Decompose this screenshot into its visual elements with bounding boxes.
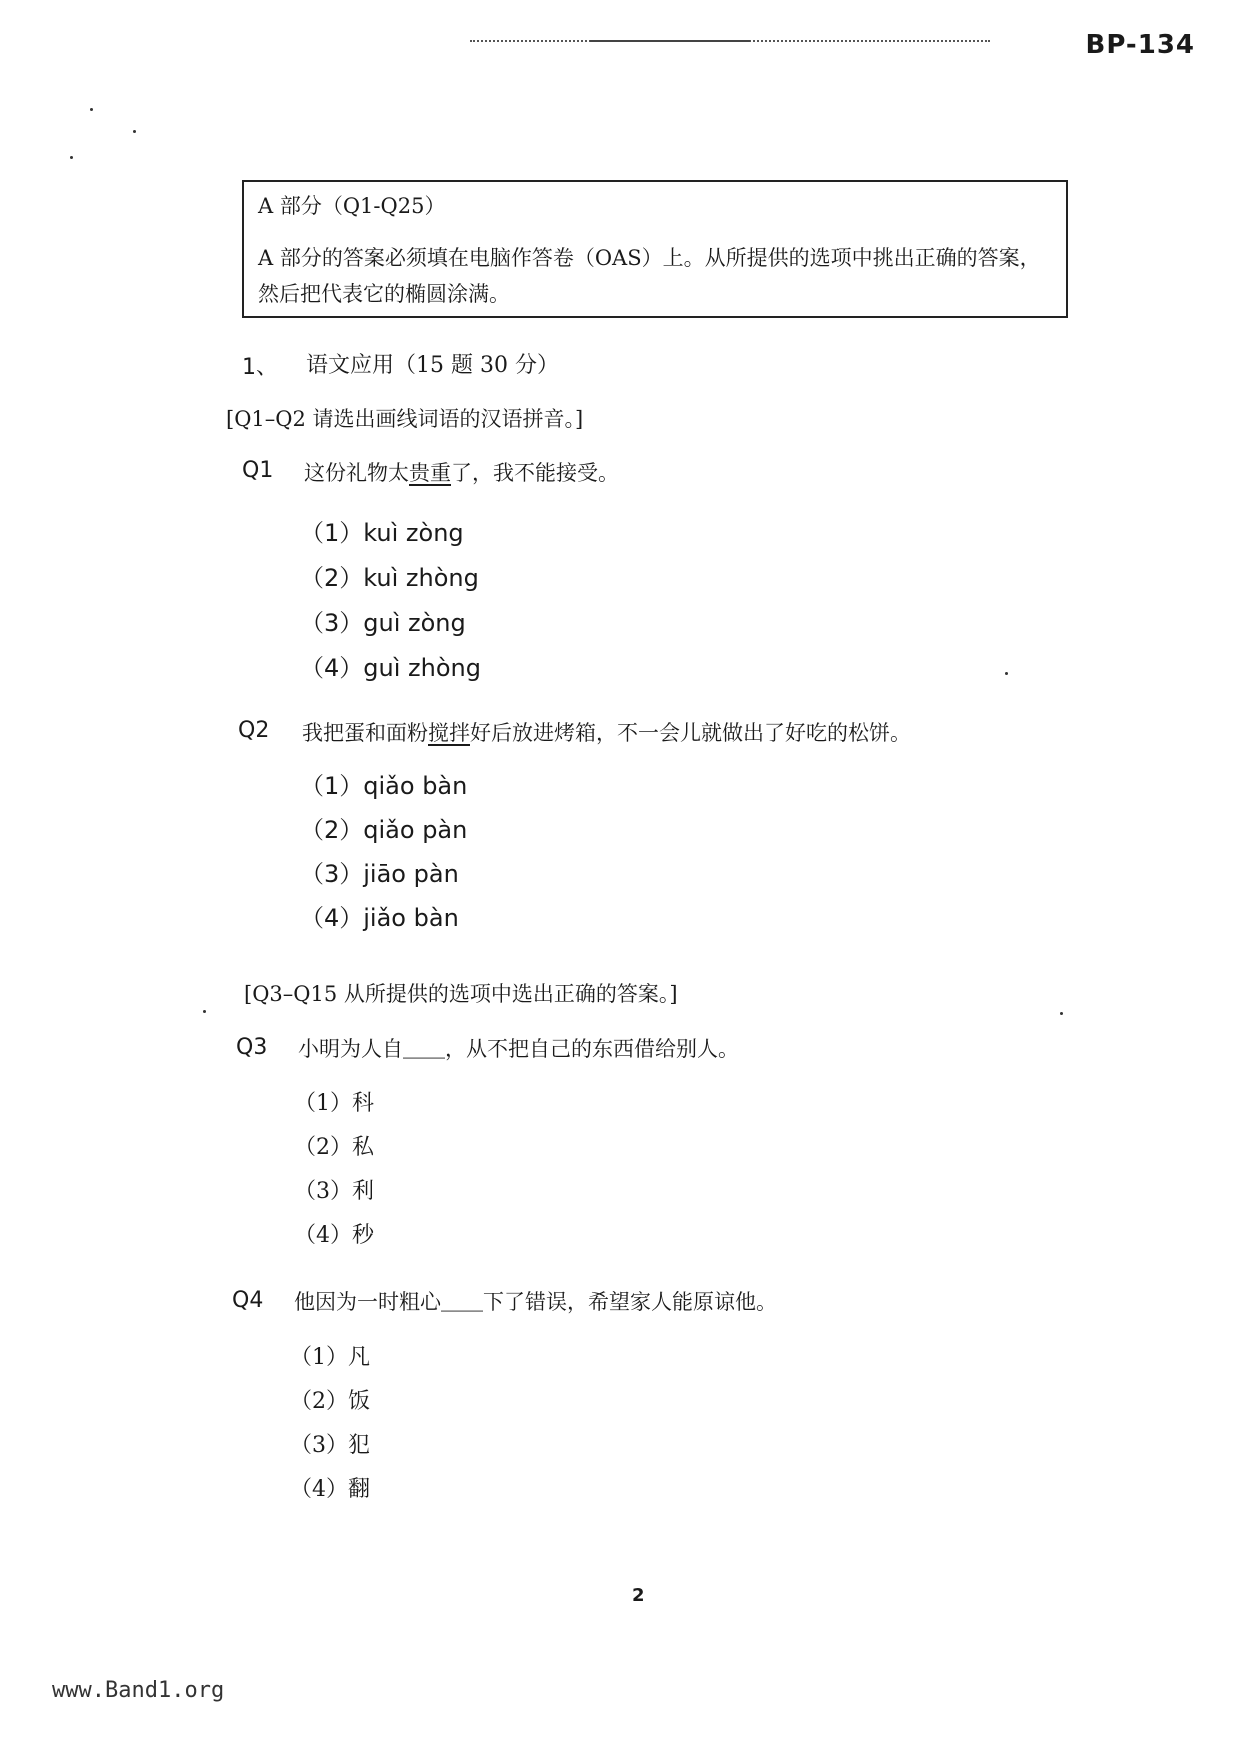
- scan-speck: [1060, 1012, 1063, 1015]
- answer-option: （3）jiāo pàn: [300, 860, 459, 888]
- part-a-notice-box: [242, 180, 1068, 318]
- scan-speck: [70, 156, 73, 159]
- question-stem: 他因为一时粗心＿＿下了错误，希望家人能原谅他。: [294, 1290, 777, 1314]
- scan-speck: [133, 130, 136, 133]
- question-number: Q3: [236, 1035, 268, 1060]
- answer-option: （3）利: [294, 1179, 374, 1204]
- page-code: BP-134: [1085, 30, 1195, 60]
- answer-option: （3）guì zòng: [300, 609, 466, 637]
- instruction-q1-q2: [Q1–Q2 请选出画线词语的汉语拼音。]: [226, 407, 584, 431]
- answer-option: （1）qiǎo bàn: [300, 772, 468, 800]
- question-stem: 这份礼物太贵重了，我不能接受。: [304, 461, 619, 485]
- page-number: 2: [632, 1585, 645, 1606]
- answer-option: （4）翻: [290, 1477, 370, 1502]
- scan-speck: [1005, 672, 1008, 675]
- answer-option: （2）kuì zhòng: [300, 564, 479, 592]
- answer-option: （2）qiǎo pàn: [300, 816, 468, 844]
- question-stem: 小明为人自＿＿，从不把自己的东西借给别人。: [298, 1037, 739, 1061]
- underlined-word: 搅拌: [428, 721, 470, 745]
- website-watermark: www.Band1.org: [52, 1678, 225, 1703]
- answer-option: （3）犯: [290, 1433, 370, 1458]
- question-number: Q1: [242, 458, 274, 483]
- scan-speck: [203, 1010, 206, 1013]
- answer-option: （1）kuì zòng: [300, 519, 464, 547]
- section-title: 语文应用（15 题 30 分）: [306, 353, 559, 378]
- answer-option: （4）秒: [294, 1223, 374, 1248]
- question-number: Q2: [238, 718, 270, 743]
- instruction-q3-q15: [Q3–Q15 从所提供的选项中选出正确的答案。]: [244, 982, 678, 1006]
- underlined-word: 贵重: [409, 461, 451, 485]
- question-stem: 我把蛋和面粉搅拌好后放进烤箱，不一会儿就做出了好吃的松饼。: [302, 721, 911, 745]
- answer-option: （1）凡: [290, 1345, 370, 1370]
- section-number: 1、: [242, 355, 278, 380]
- part-a-heading: A 部分（Q1-Q25）: [258, 194, 446, 218]
- answer-option: （2）私: [294, 1135, 374, 1160]
- scan-speck: [90, 108, 93, 111]
- answer-option: （4）guì zhòng: [300, 654, 481, 682]
- answer-option: （1）科: [294, 1091, 374, 1116]
- header-rule-segment: [590, 40, 750, 42]
- question-number: Q4: [232, 1288, 264, 1313]
- answer-option: （4）jiǎo bàn: [300, 904, 459, 932]
- answer-option: （2）饭: [290, 1389, 370, 1414]
- part-a-instructions: A 部分的答案必须填在电脑作答卷（OAS）上。从所提供的选项中挑出正确的答案，然后把代表它的椭圆涂满。: [258, 246, 1041, 306]
